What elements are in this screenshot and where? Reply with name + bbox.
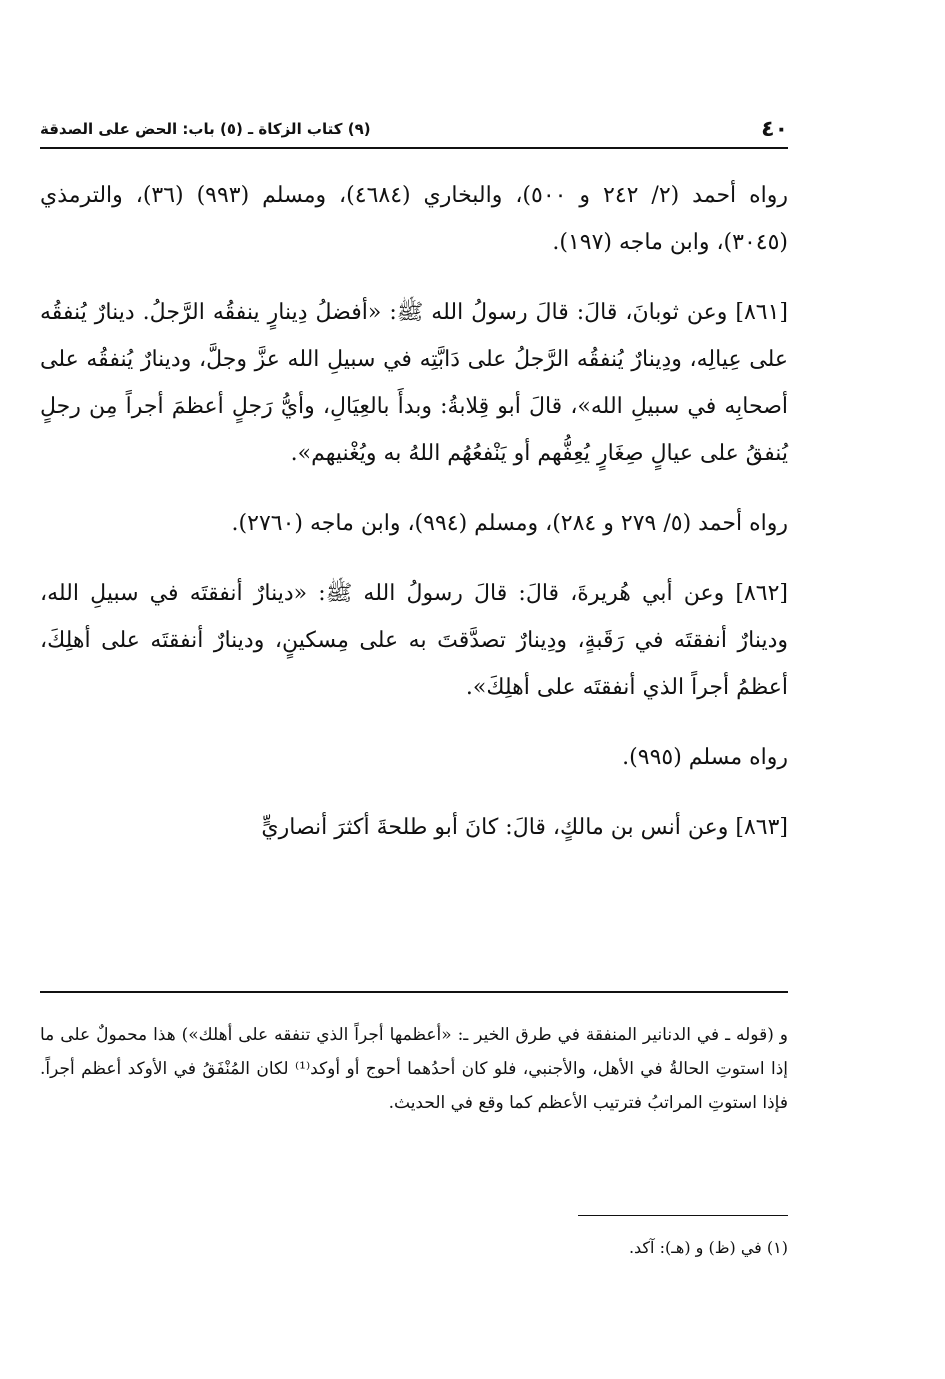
hadith-863: [٨٦٣] وعن أنس بن مالكٍ، قالَ: كانَ أبو طلحةَ أكثرَ أنصاريٍّ [261,815,788,840]
page-number: ٤٠ [761,116,788,142]
page-header [40,112,788,146]
main-text [40,172,788,874]
footnote: (١) في (ظ) و (هـ): آكد. [628,1238,788,1257]
citation-paragraph: رواه مسلم (٩٩٥). [622,745,788,770]
header-divider [40,147,788,149]
citation-paragraph: رواه أحمد (٥/ ٢٧٩ و ٢٨٤)، ومسلم (٩٩٤)، وابن ماجه (٢٧٦٠). [231,511,788,536]
commentary-text: و (قوله ـ في الدنانير المنفقة في طرق الخير ـ: «أعظمها أجراً الذي تنفقه على أهلك») هذا محمولٌ على ما إذا استوتِ الحالةُ في الأهل، والأجنبي، فلو كان أحدُهما أحوج أو أوكد⁽¹⁾ لكان المُنْفَقُ في الأوكد أعظم أجراً. فإذا استوتِ المراتبُ فترتيب الأعظم كما وقع في الحديث. [40,1025,788,1113]
hadith-861: [٨٦١] وعن ثوبانَ، قالَ: قالَ رسولُ الله ﷺ: «أفضلُ دِينارٍ ينفقُه الرَّجلُ. دينارٌ يُنفقُه على عِيالِه، ودِينارٌ يُنفقُه الرَّجلُ على دَابَّتِه في سبيلِ الله عزَّ وجلَّ، ودينارٌ يُنفقُه على أصحابِه في سبيلِ الله»، قالَ أبو قِلابةُ: وبدأَ بالعِيَالِ، وأيُّ رَجلٍ أعظمَ أجراً مِن رجلٍ يُنفقُ على عيالٍ صِغَارٍ يُعِفُّهم أو يَنْفعُهُم اللهُ به ويُغْنيهم». [40,300,788,466]
hadith-862: [٨٦٢] وعن أبي هُريرةَ، قالَ: قالَ رسولُ الله ﷺ: «دينارٌ أنفقتَه في سبيلِ الله، ودينارٌ أنفقتَه في رَقَبةٍ، ودِينارٌ تصدَّقتَ به على مِسكينٍ، ودينارٌ أنفقتَه على أهلِكَ، أعظمُ أجراً الذي أنفقتَه على أهلِكَ». [40,581,788,700]
running-head: (٩) كتاب الزكاة ـ (٥) باب: الحض على الصدقة [40,120,371,138]
commentary-divider [40,991,788,993]
footnote-divider [578,1215,788,1216]
citation-paragraph: رواه أحمد (٢/ ٢٤٢ و ٥٠٠)، والبخاري (٤٦٨٤)، ومسلم (٩٩٣) (٣٦)، والترمذي (٣٠٤٥)، وابن ماجه (١٩٧). [40,183,788,255]
